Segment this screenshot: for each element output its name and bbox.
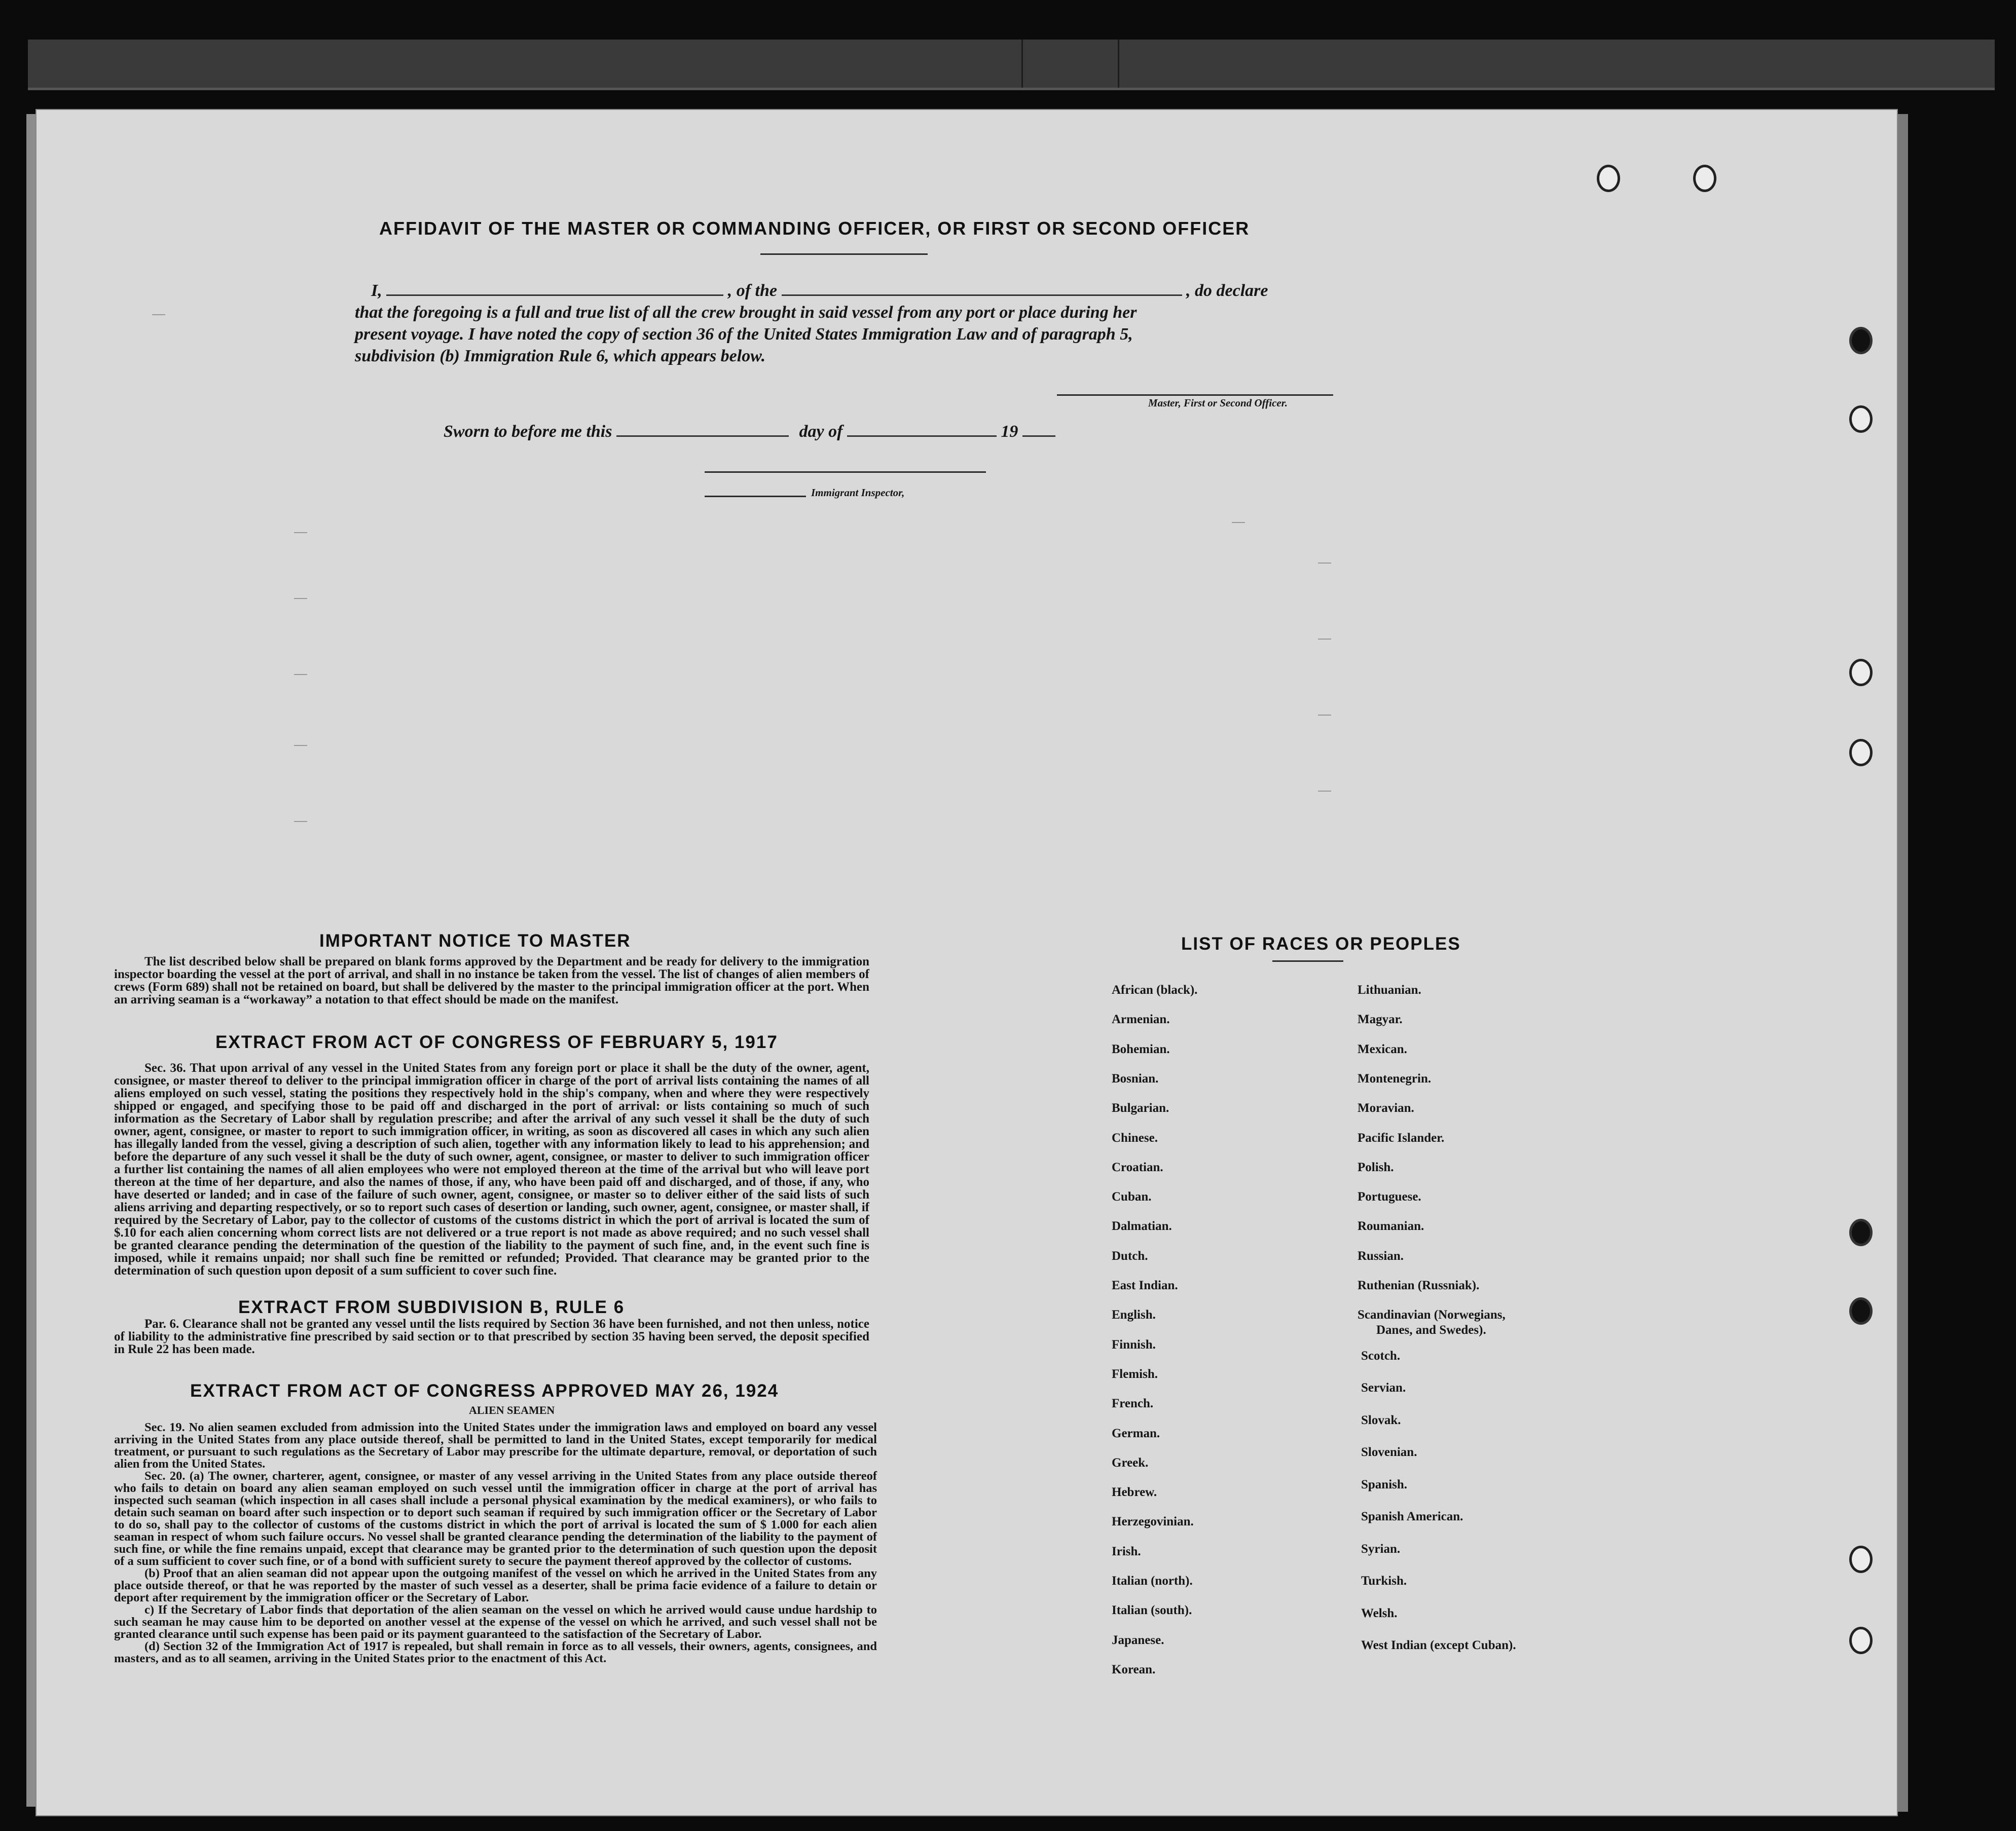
race-item-left: English. (1112, 1308, 1156, 1322)
subdivision-text: Par. 6. Clearance shall not be granted any vessel until the lists required by Section 36 have been furnished, and not then unless, notice of liability to the administrative fine prescribed by said section or to that prescribed by section 35 having been served, the deposit specified in Rule 22 has been made. (114, 1317, 869, 1356)
race-item-right: Scotch. (1361, 1349, 1401, 1363)
punch-hole-icon (1849, 405, 1873, 433)
race-item-left: East Indian. (1112, 1279, 1178, 1292)
punch-hole-icon (1849, 1627, 1873, 1654)
race-item-right: Servian. (1361, 1381, 1406, 1395)
race-item-right: Spanish American. (1361, 1510, 1463, 1523)
vessel-name-field[interactable] (782, 294, 1182, 296)
affidavit-title: AFFIDAVIT OF THE MASTER OR COMMANDING OFFICER, OR FIRST OR SECOND OFFICER (379, 218, 1250, 239)
race-item-right: Lithuanian. (1358, 983, 1421, 997)
signature-line[interactable] (1057, 394, 1333, 396)
race-item-left: Italian (south). (1112, 1603, 1192, 1617)
affidavit-i-label: I, (371, 281, 382, 300)
inspector-signature-line[interactable] (705, 471, 986, 473)
punch-hole-icon (1849, 739, 1873, 766)
race-item-right: Pacific Islander. (1358, 1131, 1445, 1145)
race-item-left: African (black). (1112, 983, 1198, 997)
punch-hole-icon (1849, 327, 1873, 354)
extract-1924-para-3: (b) Proof that an alien seaman did not appear upon the outgoing manifest of the vessel on which he arrived in the United States from any place outside thereof, or that he was reported by the master of such vessel as a deserter, shall be prima facie evidence of a failure to detain or deport after requirement by the immigration officer or the Secretary of Labor. (114, 1566, 877, 1604)
sworn-day-field[interactable] (616, 435, 789, 437)
race-item-right: Mexican. (1358, 1042, 1407, 1056)
race-item-right: West Indian (except Cuban). (1361, 1638, 1516, 1652)
race-item-right: Turkish. (1361, 1574, 1407, 1588)
affidavit-declaration-line (371, 281, 1268, 301)
race-item-left: German. (1112, 1427, 1160, 1440)
race-item-left: Irish. (1112, 1545, 1141, 1558)
extract-1924-para-4: c) If the Secretary of Labor finds that deportation of the alien seaman on the vessel on which he arrived would cause undue hardship to such seaman he may cause him to be deported on another vessel at the expense of the vessel on which he arrived, and such vessel shall not be granted clearance until such expense has been paid or its payment guaranteed to the satisfaction of the Secretary of Labor. (114, 1603, 877, 1641)
race-item-right: Syrian. (1361, 1542, 1401, 1556)
race-item-right: Slovak. (1361, 1413, 1401, 1427)
inspector-caption: Immigrant Inspector, (811, 487, 905, 499)
punch-hole-icon (1849, 1297, 1873, 1325)
affidavit-line-2: that the foregoing is a full and true list of all the crew brought in said vessel from any port or place during her (355, 303, 1137, 322)
race-item-right: Montenegrin. (1358, 1072, 1432, 1086)
race-item-right: Welsh. (1361, 1606, 1398, 1620)
sworn-line (444, 422, 1055, 441)
race-item-left: Finnish. (1112, 1338, 1156, 1352)
race-item-left: Dalmatian. (1112, 1219, 1172, 1233)
extract-1917-title: EXTRACT FROM ACT OF CONGRESS OF FEBRUARY 5, 1917 (215, 1032, 778, 1052)
race-item-left: Armenian. (1112, 1013, 1170, 1026)
extract-1924-para-1: Sec. 19. No alien seamen excluded from admission into the United States under the immigration laws and employed on board any vessel arriving in the United States from any place outside thereof, shall be permitted to land in the United States, except temporarily for medical treatment, or pursuant to such regulations as the Secretary of Labor may prescribe for the ultimate departure, removal, or deportation of such alien from the United States. (114, 1421, 877, 1471)
inspector-line-left (705, 496, 806, 497)
race-item-right: Roumanian. (1358, 1219, 1424, 1233)
race-item-left: Flemish. (1112, 1367, 1158, 1381)
race-item-left: Bohemian. (1112, 1042, 1170, 1056)
race-item-right: Spanish. (1361, 1478, 1408, 1491)
race-item-left: French. (1112, 1397, 1154, 1410)
punch-hole-icon (1693, 165, 1716, 192)
extract-1917-text: Sec. 36. That upon arrival of any vessel in the United States from any foreign port or place it shall be the duty of the owner, agent, consignee, or master thereof to deliver to the principal immigration officer in charge of the port of arrival lists containing the names of all aliens employed on such vessel, stating the positions they respectively hold in the ship's company, when and where they were respectively shipped or engaged, and specifying those to be paid off and discharged in the port of arrival: or lists containing so much of such information as the Secretary of Labor shall by regulation prescribe; and after the arrival of any such vessel it shall be the duty of such owner, agent, consignee, or master to report to such immigration officer, in writing, as soon as discovered all cases in which any such alien has illegally landed from the vessel, giving a description of such alien, together with any information likely to lead to his apprehension; and before the departure of any such vessel it shall be the duty of such owner, agent, consignee, or master to deliver to such immigration officer a further list containing the names of all alien employees who were not employed thereon at the time of the arrival but who will leave port thereon at the time of her departure, and also the names of those, if any, who have been paid off and discharged, and of those, if any, who have deserted or landed; and in case of the failure of such owner, agent, consignee, or master so to deliver either of the said lists of such aliens arriving and departing respectively, or so to report such cases of desertion or landing, such owner, agent, consignee, or master shall, if required by the Secretary of Labor, pay to the collector of customs of the customs district in which the port of arrival is located the sum of $.10 for each alien concerning whom correct lists are not delivered or a true report is not made as above required; and no such vessel shall be granted clearance pending the determination of the question of the liability to the payment of such fine, and, in the event such fine is imposed, while it remains unpaid; nor shall such fine be remitted or refunded; Provided. That clearance may be granted prior to the determination of such question upon deposit of a sum sufficient to cover such fine. (114, 1061, 869, 1278)
day-of-label: day of (799, 422, 843, 441)
extract-1924-para-2: Sec. 20. (a) The owner, charterer, agent, consignee, or master of any vessel arriving in the United States from any place outside thereof who fails to detain on board any alien seaman employed on such vessel until the immigration officer in charge at the port of arrival has inspected such seaman (which inspection in all cases shall include a personal physical examination by the medical examiners), or who fails to detain such seaman on board after such inspection or to deport such seaman if required by such immigration officer or the Secretary of Labor to do so, shall pay to the collector of customs of the customs district in which the port of arrival is located the sum of $ 1.000 for each alien seaman in respect of whom such failure occurs. No vessel shall be granted clearance pending the determination of the liability to the payment of such fine, or while the fine remains unpaid, except that clearance may be granted prior to the determination of such question upon the deposit of a sum sufficient to cover such fine, or of a bond with sufficient surety to secure the payment thereof approved by the collector of customs. (114, 1469, 877, 1568)
extract-1917-text-block (114, 1062, 869, 1277)
sworn-month-field[interactable] (847, 435, 997, 437)
race-item-left: Japanese. (1112, 1633, 1164, 1647)
affidavit-do-declare-label: , do declare (1186, 281, 1268, 300)
race-item-left: Korean. (1112, 1663, 1156, 1676)
notice-title: IMPORTANT NOTICE TO MASTER (319, 931, 631, 951)
subdivision-text-block (114, 1318, 869, 1356)
affidavit-of-the-label: , of the (727, 281, 778, 300)
subdivision-title: EXTRACT FROM SUBDIVISION B, RULE 6 (238, 1297, 625, 1317)
punch-hole-icon (1597, 165, 1620, 192)
races-title: LIST OF RACES OR PEOPLES (1181, 934, 1461, 954)
race-item-right: Polish. (1358, 1161, 1394, 1174)
race-item-right: Ruthenian (Russniak). (1358, 1279, 1480, 1292)
race-item-left: Bosnian. (1112, 1072, 1159, 1086)
race-item-right: Magyar. (1358, 1013, 1403, 1026)
sworn-year-field[interactable] (1022, 435, 1055, 437)
notice-text: The list described below shall be prepared on blank forms approved by the Department and be ready for delivery to the immigration inspector boarding the vessel at the port of arrival, and shall in no instance be taken from the vessel. The list of changes of alien members of crews (Form 689) shall not be retained on board, but shall be delivered by the master to the principal immigration officer at the port. When an arriving seaman is a “workaway” a notation to that effect should be made on the manifest. (114, 955, 869, 1006)
punch-hole-icon (1849, 659, 1873, 686)
extract-1924-text-block (114, 1422, 877, 1665)
race-item-left: Bulgarian. (1112, 1101, 1169, 1115)
notice-text-block (114, 955, 869, 1006)
extract-1924-title: EXTRACT FROM ACT OF CONGRESS APPROVED MAY 26, 1924 (190, 1381, 779, 1401)
race-item-right: Russian. (1358, 1249, 1404, 1263)
race-item-left: Greek. (1112, 1456, 1149, 1470)
background-strip (28, 40, 1995, 90)
race-item-right: Portuguese. (1358, 1190, 1421, 1204)
race-item-right: Slovenian. (1361, 1445, 1417, 1459)
punch-hole-icon (1849, 1219, 1873, 1246)
year-label: 19 (1001, 422, 1018, 441)
signature-caption: Master, First or Second Officer. (1148, 397, 1288, 409)
race-item-left: Hebrew. (1112, 1485, 1157, 1499)
race-item-left: Herzegovinian. (1112, 1515, 1194, 1528)
race-item-left: Cuban. (1112, 1190, 1152, 1204)
race-item-left: Croatian. (1112, 1161, 1163, 1174)
sworn-label: Sworn to before me this (444, 422, 612, 441)
race-item-left: Dutch. (1112, 1249, 1148, 1263)
race-item-left: Italian (north). (1112, 1574, 1193, 1588)
race-item-left: Chinese. (1112, 1131, 1158, 1145)
affidavit-line-3: present voyage. I have noted the copy of section 36 of the United States Immigration Law and of paragraph 5, (355, 325, 1133, 344)
race-item-right: Scandinavian (Norwegians, (1358, 1308, 1506, 1322)
extract-1924-para-5: (d) Section 32 of the Immigration Act of 1917 is repealed, but shall remain in force as to all vessels, their owners, agents, consignees, and masters, and as to all seamen, arriving in the United States prior to the enactment of this Act. (114, 1639, 877, 1665)
punch-hole-icon (1849, 1546, 1873, 1573)
race-item-right-continuation: Danes, and Swedes). (1376, 1323, 1486, 1337)
officer-name-field[interactable] (386, 294, 723, 296)
extract-1924-subtitle: ALIEN SEAMEN (469, 1404, 555, 1416)
affidavit-line-4: subdivision (b) Immigration Rule 6, which appears below. (355, 347, 766, 365)
race-item-right: Moravian. (1358, 1101, 1414, 1115)
